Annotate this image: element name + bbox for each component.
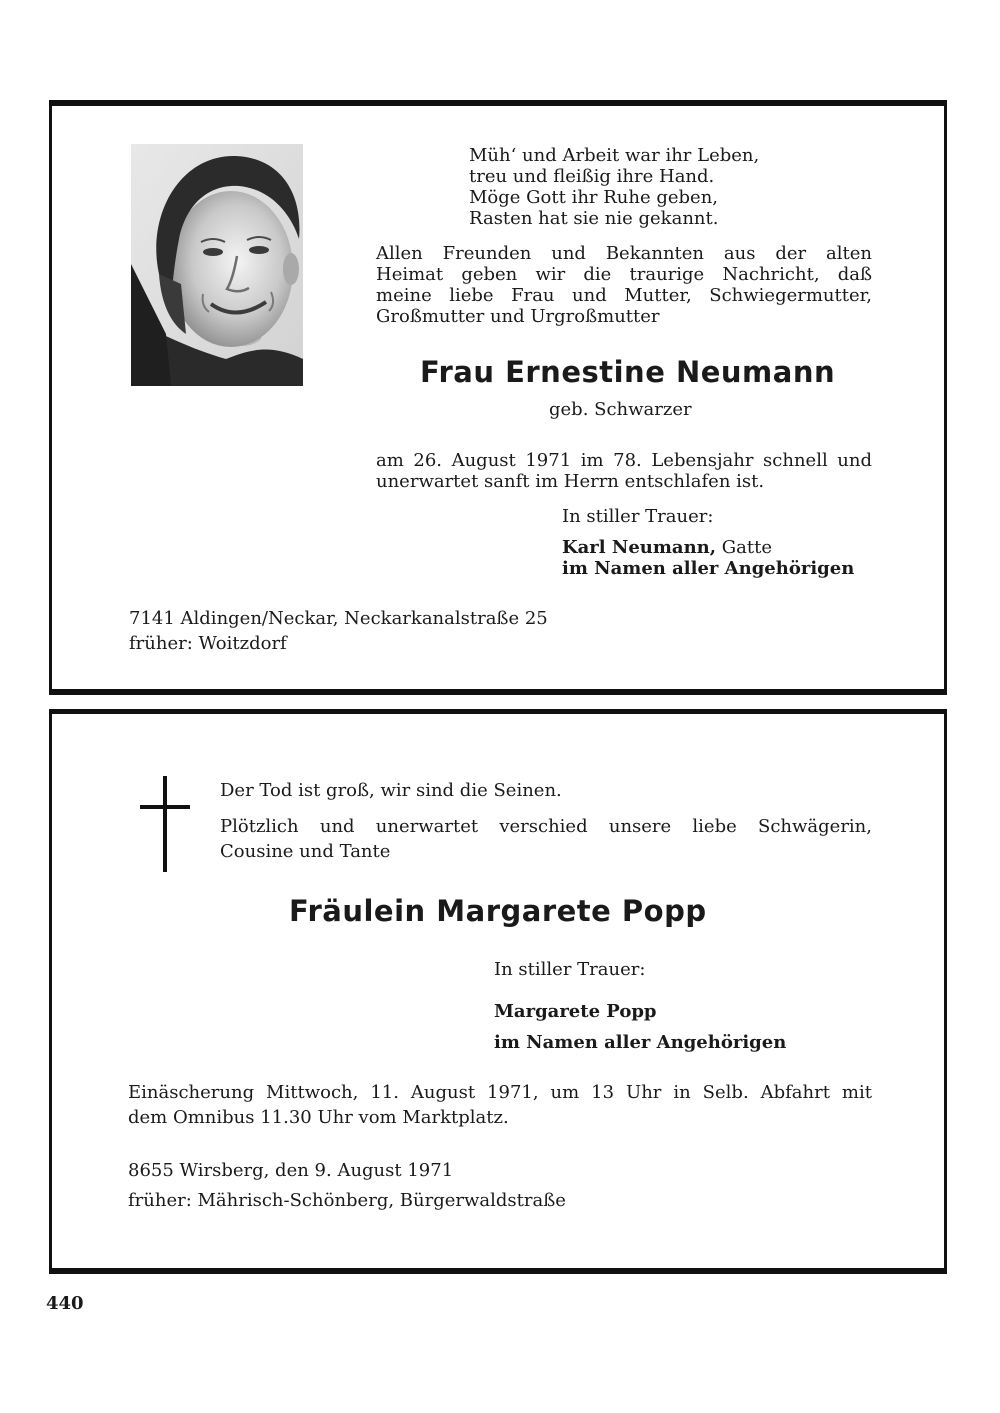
- place-date: 8655 Wirsberg, den 9. August 1971: [128, 1160, 454, 1181]
- poem: [469, 145, 849, 229]
- funeral-line: Einäscherung Mittwoch, 11. August 1971, um 13 Uhr in Selb. Abfahrt mit: [128, 1082, 872, 1103]
- intro-line: Plötzlich und unerwartet verschied unsere liebe Schwägerin,: [220, 816, 872, 837]
- intro-line: Großmutter und Urgroßmutter: [376, 306, 660, 327]
- quote: Der Tod ist groß, wir sind die Seinen.: [220, 780, 562, 801]
- intro-line: Heimat geben wir die traurige Nachricht, daß: [376, 264, 872, 285]
- funeral-paragraph: [128, 1082, 872, 1128]
- death-line: unerwartet sanft im Herrn entschlafen ist.: [376, 471, 765, 492]
- former-address: früher: Mährisch-Schönberg, Bürgerwaldstraße: [128, 1190, 566, 1211]
- obituary-notice-popp: [49, 709, 947, 1274]
- address: 7141 Aldingen/Neckar, Neckarkanalstraße 25: [129, 608, 548, 629]
- death-line: am 26. August 1971 im 78. Lebensjahr schnell und: [376, 450, 872, 471]
- signer-name: Margarete Popp: [494, 1001, 657, 1022]
- signer-family: im Namen aller Angehörigen: [494, 1032, 787, 1053]
- poem-line: Müh‘ und Arbeit war ihr Leben,: [469, 145, 760, 166]
- signer-name: Karl Neumann,: [562, 537, 717, 558]
- birth-name: geb. Schwarzer: [549, 399, 692, 420]
- intro-line: Allen Freunden und Bekannten aus der alten: [376, 243, 872, 264]
- funeral-line: dem Omnibus 11.30 Uhr vom Marktplatz.: [128, 1107, 509, 1128]
- poem-line: treu und fleißig ihre Hand.: [469, 166, 715, 187]
- death-paragraph: [376, 450, 872, 492]
- intro-line: meine liebe Frau und Mutter, Schwiegermutter,: [376, 285, 872, 306]
- deceased-name: Fräulein Margarete Popp: [289, 894, 707, 928]
- signer-family: im Namen aller Angehörigen: [562, 558, 855, 579]
- intro-line: Cousine und Tante: [220, 841, 391, 862]
- portrait-photo: [131, 144, 303, 386]
- poem-line: Rasten hat sie nie gekannt.: [469, 208, 719, 229]
- mourning-label: In stiller Trauer:: [562, 506, 714, 527]
- poem-line: Möge Gott ihr Ruhe geben,: [469, 187, 719, 208]
- intro-paragraph: [376, 243, 872, 327]
- page-number: 440: [46, 1293, 84, 1314]
- obituary-notice-neumann: [49, 100, 947, 695]
- cross-icon: [140, 776, 190, 872]
- deceased-name: Frau Ernestine Neumann: [420, 355, 836, 389]
- mourning-label: In stiller Trauer:: [494, 959, 646, 980]
- signer-role: Gatte: [716, 537, 772, 558]
- former-address: früher: Woitzdorf: [129, 633, 287, 654]
- intro-paragraph: [220, 816, 872, 862]
- signer-line: [562, 537, 772, 558]
